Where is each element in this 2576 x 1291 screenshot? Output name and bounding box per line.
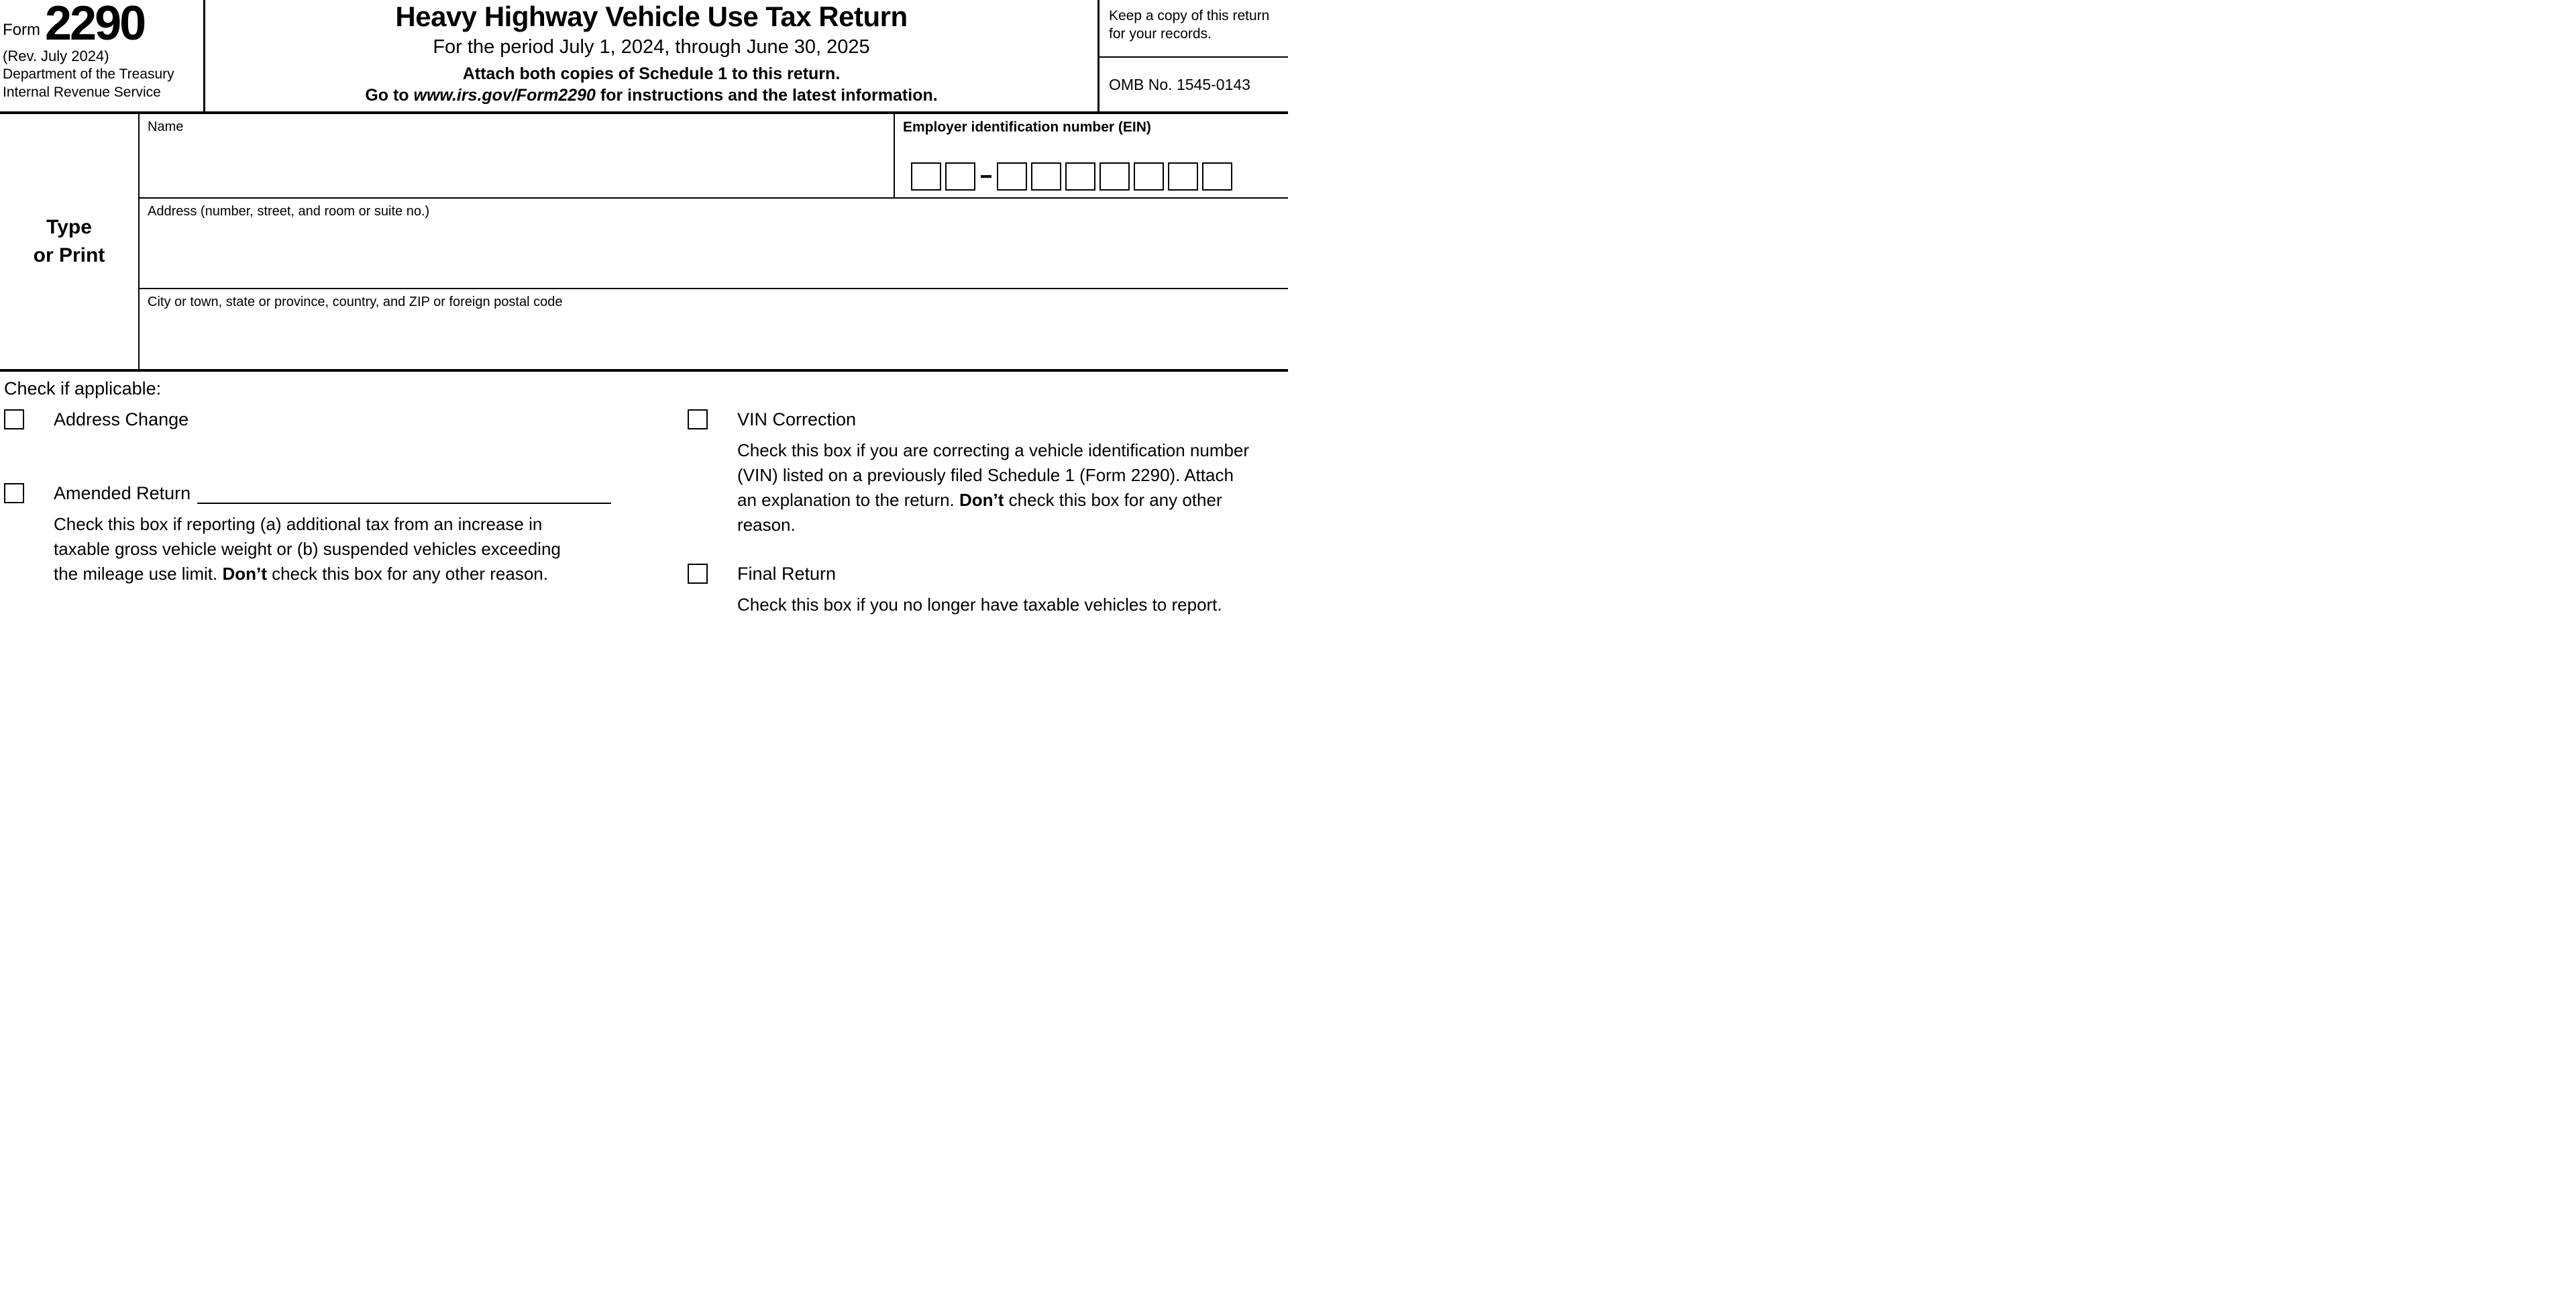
amended-desc-dont: Don’t	[222, 564, 267, 584]
check-column-right	[611, 409, 1284, 617]
ein-boxes	[911, 162, 1288, 191]
ein-box-1[interactable]	[911, 162, 941, 191]
name-row	[140, 114, 1288, 197]
form-title-block	[205, 0, 1097, 111]
address-label: Address (number, street, and room or suite no.)	[148, 204, 430, 219]
ein-box-5[interactable]	[1065, 162, 1095, 191]
amended-desc-text-1: Check this box if reporting (a) additional tax from an increase in taxable gross vehicle weight or (b) suspended vehicles exceeding the mileage use limit.	[54, 514, 561, 584]
address-change-checkbox[interactable]	[4, 409, 24, 429]
goto-suffix: for instructions and the latest information.	[595, 86, 938, 105]
form-2290-page	[0, 0, 1288, 646]
department-name: Department of the Treasury	[3, 66, 174, 83]
ein-box-2[interactable]	[945, 162, 975, 191]
filing-period: For the period July 1, 2024, through June 30, 2025	[433, 36, 870, 58]
city-label: City or town, state or province, country, and ZIP or foreign postal code	[148, 295, 563, 309]
website-instruction	[365, 86, 937, 105]
ein-box-8[interactable]	[1168, 162, 1198, 191]
ein-box-7[interactable]	[1134, 162, 1164, 191]
vin-correction-label: VIN Correction	[737, 409, 857, 429]
address-change-label: Address Change	[54, 409, 189, 429]
form-title: Heavy Highway Vehicle Use Tax Return	[395, 1, 908, 32]
omb-number: OMB No. 1545-0143	[1109, 75, 1250, 93]
final-return-row	[688, 563, 1284, 584]
name-input[interactable]	[140, 114, 894, 197]
form-number-line	[3, 0, 201, 50]
ein-box-4[interactable]	[1031, 162, 1061, 191]
form-id-block	[0, 0, 205, 111]
amended-desc-text-2: check this box for any other reason.	[266, 564, 548, 584]
check-columns	[4, 409, 1284, 617]
vin-correction-checkbox[interactable]	[688, 409, 708, 429]
ein-box-3[interactable]	[997, 162, 1027, 191]
address-change-row	[4, 409, 611, 430]
check-if-applicable-section	[0, 372, 1288, 617]
type-or-print-label	[0, 114, 140, 369]
agency-name: Internal Revenue Service	[3, 85, 161, 101]
vin-desc-dont: Don’t	[959, 490, 1004, 510]
ein-dash	[981, 175, 991, 178]
check-column-left	[4, 409, 611, 617]
city-input[interactable]	[140, 288, 1288, 369]
header-right-block	[1097, 0, 1288, 111]
vin-correction-row	[688, 409, 1284, 430]
name-label: Name	[148, 119, 184, 134]
goto-prefix: Go to	[365, 86, 414, 105]
final-return-description: Check this box if you no longer have taxable vehicles to report.	[737, 595, 1222, 615]
check-section-label: Check if applicable:	[4, 378, 162, 399]
type-label-line1: Type	[46, 216, 92, 238]
ein-block	[894, 114, 1288, 197]
type-or-print-section	[0, 114, 1288, 372]
ein-box-9[interactable]	[1202, 162, 1232, 191]
type-label-line2: or Print	[33, 244, 105, 266]
address-input[interactable]	[140, 197, 1288, 288]
final-return-checkbox[interactable]	[688, 564, 708, 584]
form-word: Form	[3, 21, 40, 40]
vin-desc-text-1: Check this box if you are correcting a vehicle identification number (VIN) listed on a previously filed Schedule 1 (Form 2290). Attach an explanation to the return.	[737, 440, 1250, 510]
attach-instruction: Attach both copies of Schedule 1 to this return.	[462, 64, 841, 83]
form-revision: (Rev. July 2024)	[3, 48, 109, 65]
final-return-label: Final Return	[737, 563, 837, 584]
type-or-print-fields	[140, 114, 1288, 369]
form-header	[0, 0, 1288, 114]
amended-return-row	[4, 482, 611, 504]
ein-label: Employer identification number (EIN)	[903, 119, 1151, 135]
irs-form2290-link[interactable]: www.irs.gov/Form2290	[413, 86, 596, 105]
keep-copy-note: Keep a copy of this return for your records.	[1099, 0, 1288, 58]
amended-return-description	[54, 512, 584, 586]
amended-return-label: Amended Return	[54, 482, 191, 503]
vin-desc-text-2: check this box for any other reason.	[737, 490, 1222, 535]
form-number: 2290	[45, 0, 145, 50]
ein-box-6[interactable]	[1099, 162, 1130, 191]
amended-return-checkbox[interactable]	[4, 483, 24, 503]
vin-correction-description	[737, 438, 1250, 537]
amended-return-blank-line[interactable]	[197, 482, 611, 504]
